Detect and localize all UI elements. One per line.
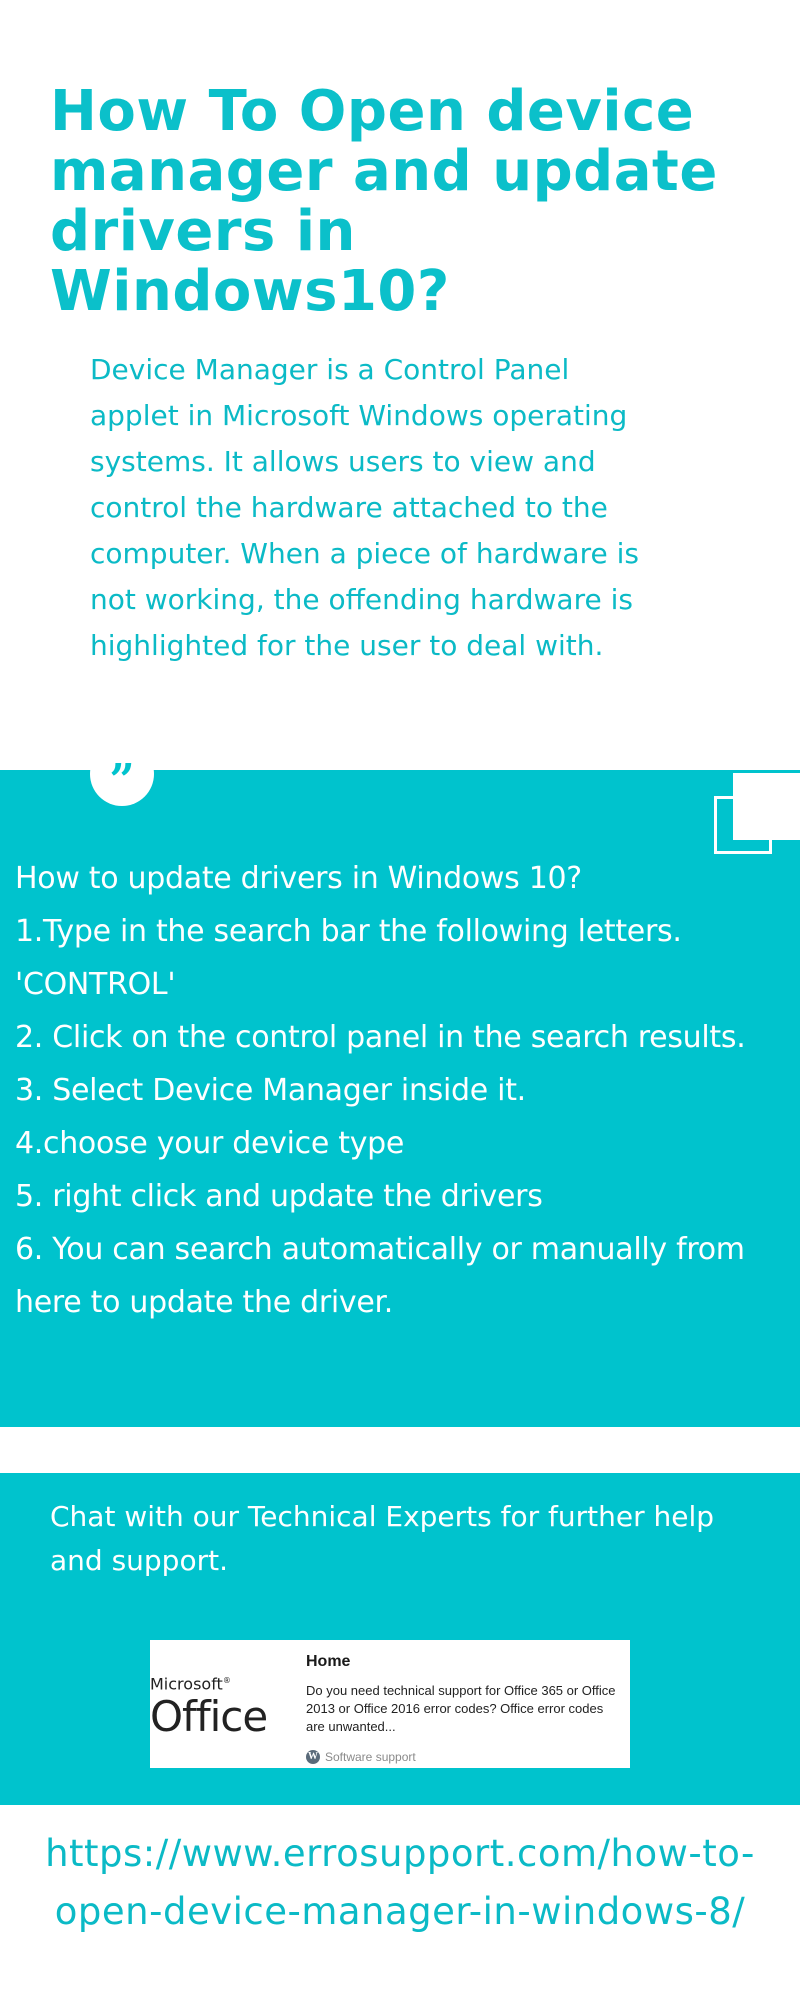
- quote-icon: ”: [90, 742, 154, 806]
- step-item: 5. right click and update the drivers: [15, 1179, 543, 1214]
- office-logo: [150, 1672, 290, 1752]
- page-title: How To Open device manager and update drivers in Windows10?: [50, 79, 718, 324]
- card-body: [306, 1652, 616, 1765]
- logo-registered-mark: ®: [222, 1676, 231, 1685]
- link-preview-card[interactable]: [150, 1640, 630, 1768]
- step-item: 1.Type in the search bar the following letters. 'CONTROL': [15, 914, 682, 1002]
- step-item: 6. You can search automatically or manually from here to update the driver.: [15, 1232, 745, 1320]
- card-description: Do you need technical support for Office 365 or Office 2013 or Office 2016 error codes? Office error codes are unwanted...: [306, 1683, 616, 1734]
- card-title[interactable]: Home: [306, 1653, 351, 1670]
- step-item: 2. Click on the control panel in the search results.: [15, 1020, 746, 1055]
- wordpress-icon: W: [308, 1751, 318, 1762]
- decorative-square-fill: [733, 773, 800, 840]
- steps-heading: How to update drivers in Windows 10?: [15, 861, 582, 896]
- logo-microsoft-text: Microsoft: [150, 1674, 223, 1694]
- step-item: 3. Select Device Manager inside it.: [15, 1073, 526, 1108]
- footer-url-link[interactable]: https://www.errosupport.com/how-to-open-device-manager-in-windows-8/: [45, 1832, 755, 1933]
- card-source[interactable]: [306, 1749, 616, 1765]
- card-source-label: Software support: [325, 1750, 416, 1764]
- logo-office-text: Office: [150, 1692, 268, 1742]
- steps-list: [15, 852, 800, 1329]
- support-message: Chat with our Technical Experts for further help and support.: [50, 1500, 715, 1577]
- step-item: 4.choose your device type: [15, 1126, 405, 1161]
- logo-microsoft-wrap: [150, 1672, 290, 1693]
- intro-paragraph: Device Manager is a Control Panel applet in Microsoft Windows operating systems. It allows users to view and control the hardware attached to the computer. When a piece of hardware is not working, the offending hardware is highlighted for the user to deal with.: [90, 353, 639, 662]
